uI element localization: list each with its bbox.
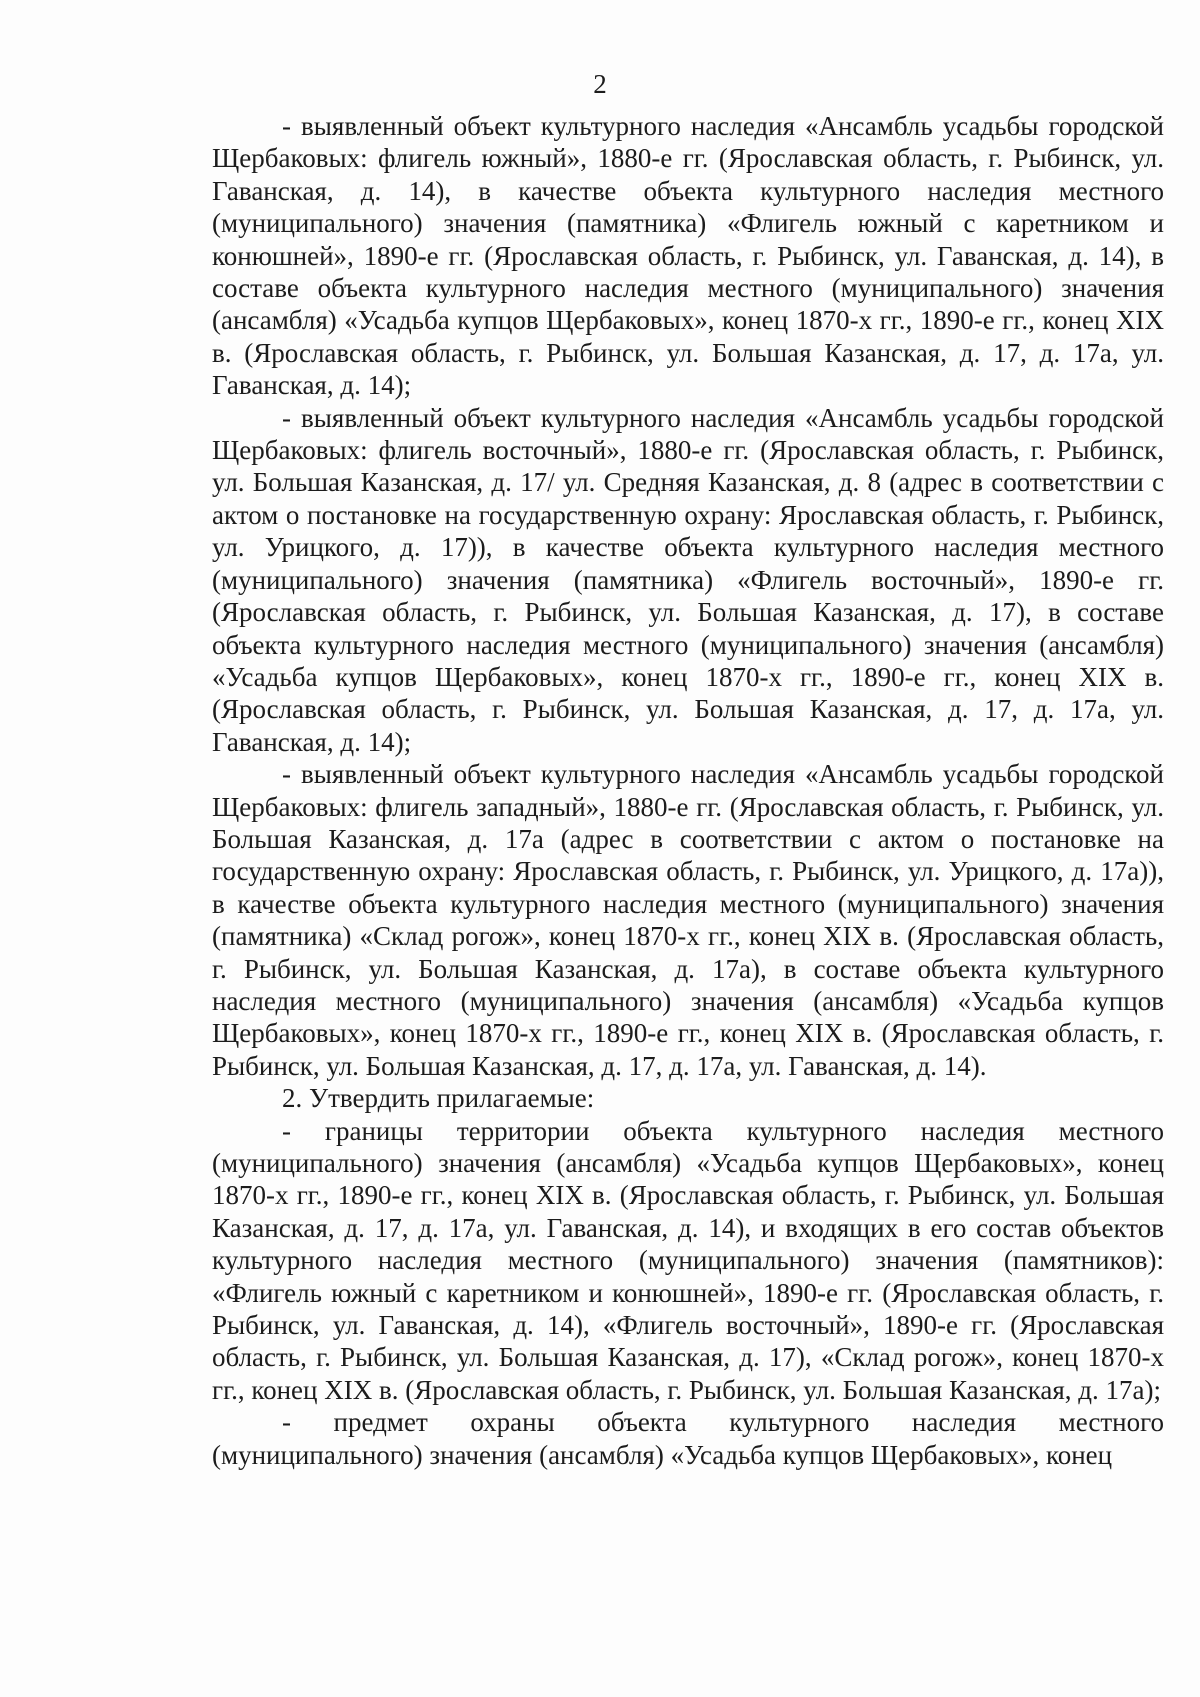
paragraph-protection-subject: - предмет охраны объекта культурного наследия местного (муниципального) значения (ансамбля) «Усадьба купцов Щербаковых», конец <box>212 1407 1164 1470</box>
paragraph-eastern-wing: - выявленный объект культурного наследия «Ансамбль усадьбы городской Щербаковых: флигель восточный», 1880-е гг. (Ярославская область, г. Рыбинск, ул. Большая Казанская, д. 17/ ул. Средняя Казанская, д. 8 (адрес в соответствии с актом о постановке на государственную охрану: Ярославская область, г. Рыбинск, ул. Урицкого, д. 17)), в качестве объекта культурного наследия местного (муниципального) значения (памятника) «Флигель восточный», 1890-е гг. (Ярославская область, г. Рыбинск, ул. Большая Казанская, д. 17), в составе объекта культурного наследия местного (муниципального) значения (ансамбля) «Усадьба купцов Щербаковых», конец 1870-х гг., 1890-е гг., конец XIX в. (Ярославская область, г. Рыбинск, ул. Большая Казанская, д. 17, д. 17а, ул. Гаванская, д. 14); <box>212 402 1164 757</box>
paragraph-approve-heading: 2. Утвердить прилагаемые: <box>282 1083 595 1114</box>
paragraph-southern-wing: - выявленный объект культурного наследия «Ансамбль усадьбы городской Щербаковых: флигель южный», 1880-е гг. (Ярославская область, г. Рыбинск, ул. Гаванская, д. 14), в качестве объекта культурного наследия местного (муниципального) значения (памятника) «Флигель южный с каретником и конюшней», 1890-е гг. (Ярославская область, г. Рыбинск, ул. Гаванская, д. 14), в составе объекта культурного наследия местного (муниципального) значения (ансамбля) «Усадьба купцов Щербаковых», конец 1870-х гг., 1890-е гг., конец XIX в. (Ярославская область, г. Рыбинск, ул. Большая Казанская, д. 17, д. 17а, ул. Гаванская, д. 14); <box>212 111 1164 401</box>
paragraph-western-wing: - выявленный объект культурного наследия «Ансамбль усадьбы городской Щербаковых: флигель западный», 1880-е гг. (Ярославская область, г. Рыбинск, ул. Большая Казанская, д. 17а (адрес в соответствии с актом о постановке на государственную охрану: Ярославская область, г. Рыбинск, ул. Урицкого, д. 17а)), в качестве объекта культурного наследия местного (муниципального) значения (памятника) «Склад рогож», конец 1870-х гг., конец XIX в. (Ярославская область, г. Рыбинск, ул. Большая Казанская, д. 17а), в составе объекта культурного наследия местного (муниципального) значения (ансамбля) «Усадьба купцов Щербаковых», конец 1870-х гг., 1890-е гг., конец XIX в. (Ярославская область, г. Рыбинск, ул. Большая Казанская, д. 17, д. 17а, ул. Гаванская, д. 14). <box>212 759 1164 1081</box>
page-number: 2 <box>593 69 607 99</box>
document-body <box>212 110 1164 1471</box>
paragraph-territory-boundaries: - границы территории объекта культурного наследия местного (муниципального) значения (ансамбля) «Усадьба купцов Щербаковых», конец 1870-х гг., 1890-е гг., конец XIX в. (Ярославская область, г. Рыбинск, ул. Большая Казанская, д. 17, д. 17а, ул. Гаванская, д. 14), и входящих в его состав объектов культурного наследия местного (муниципального) значения (памятников): «Флигель южный с каретником и конюшней», 1890-е гг. (Ярославская область, г. Рыбинск, ул. Гаванская, д. 14), «Флигель восточный», 1890-е гг. (Ярославская область, г. Рыбинск, ул. Большая Казанская, д. 17), «Склад рогож», конец 1870-х гг., конец XIX в. (Ярославская область, г. Рыбинск, ул. Большая Казанская, д. 17а); <box>212 1115 1164 1405</box>
